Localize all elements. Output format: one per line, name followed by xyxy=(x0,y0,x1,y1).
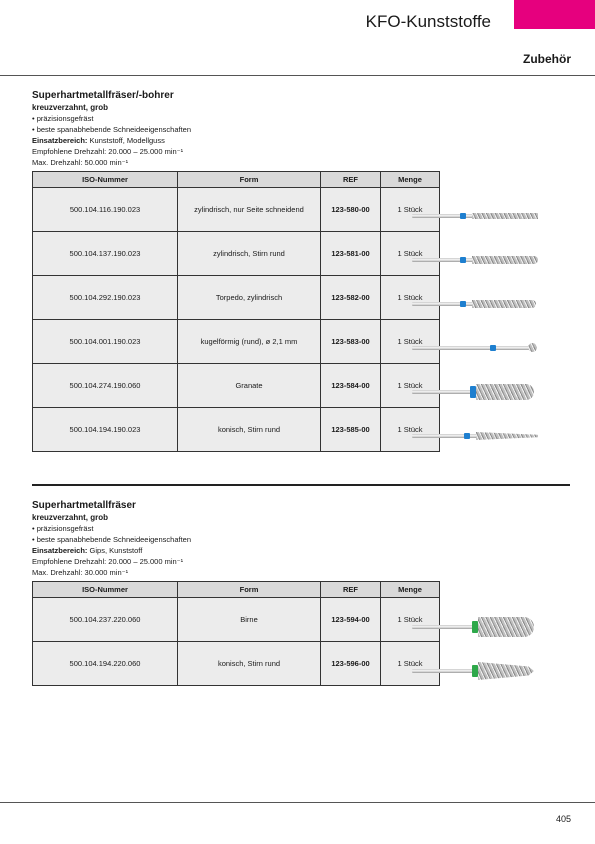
usage-area xyxy=(32,545,570,556)
quantity: 1 Stück xyxy=(381,364,440,408)
recommended-speed: Empfohlene Drehzahl: 20.000 – 25.000 min⁻¹ xyxy=(32,147,184,156)
column-header-qty: Menge xyxy=(381,582,440,598)
feature-bullet: • beste spanabhebende Schneideeigenschaften xyxy=(32,535,192,544)
footer-divider xyxy=(0,802,595,803)
section-title: Superhartmetallfräser xyxy=(32,500,136,511)
form: zylindrisch, nur Seite schneidend xyxy=(178,188,321,232)
max-speed: Max. Drehzahl: 50.000 min⁻¹ xyxy=(32,158,129,167)
recommended-speed: Empfohlene Drehzahl: 20.000 – 25.000 min⁻¹ xyxy=(32,557,184,566)
feature-bullet: • präzisionsgefräst xyxy=(32,114,94,123)
column-header-ref: REF xyxy=(321,172,381,188)
accent-tab xyxy=(514,0,595,29)
form: Birne xyxy=(178,598,321,642)
iso-number: 500.104.001.190.023 xyxy=(33,320,178,364)
iso-number: 500.104.194.220.060 xyxy=(33,642,178,686)
quantity: 1 Stück xyxy=(381,188,440,232)
iso-number: 500.104.116.190.023 xyxy=(33,188,178,232)
table-header-row xyxy=(33,172,440,188)
feature-bullet: • präzisionsgefräst xyxy=(32,524,94,533)
quantity: 1 Stück xyxy=(381,232,440,276)
ref-number: 123-596-00 xyxy=(321,642,381,686)
column-header-ref: REF xyxy=(321,582,381,598)
section-subtitle: Zubehör xyxy=(523,52,571,66)
ref-number: 123-583-00 xyxy=(321,320,381,364)
ref-number: 123-582-00 xyxy=(321,276,381,320)
quantity: 1 Stück xyxy=(381,408,440,452)
table-row xyxy=(33,364,440,408)
table-row xyxy=(33,320,440,364)
quantity: 1 Stück xyxy=(381,320,440,364)
column-header-form: Form xyxy=(178,582,321,598)
usage-area-label: Einsatzbereich: xyxy=(32,546,88,555)
section-divider xyxy=(32,484,570,486)
usage-area-value: Kunststoff, Modellguss xyxy=(87,136,165,145)
table-row xyxy=(33,188,440,232)
iso-number: 500.104.274.190.060 xyxy=(33,364,178,408)
ref-number: 123-580-00 xyxy=(321,188,381,232)
product-table xyxy=(32,171,440,452)
iso-number: 500.104.194.190.023 xyxy=(33,408,178,452)
usage-area-value: Gips, Kunststoff xyxy=(87,546,143,555)
ref-number: 123-594-00 xyxy=(321,598,381,642)
table-row xyxy=(33,232,440,276)
column-header-iso: ISO-Nummer xyxy=(33,172,178,188)
product-table xyxy=(32,581,440,686)
table-row xyxy=(33,408,440,452)
form: kugelförmig (rund), ø 2,1 mm xyxy=(178,320,321,364)
table-row xyxy=(33,598,440,642)
page-number: 405 xyxy=(555,814,571,824)
table-row xyxy=(33,642,440,686)
iso-number: 500.104.237.220.060 xyxy=(33,598,178,642)
header-divider xyxy=(0,75,595,76)
column-header-form: Form xyxy=(178,172,321,188)
usage-area-label: Einsatzbereich: xyxy=(32,136,88,145)
column-header-qty: Menge xyxy=(381,172,440,188)
quantity: 1 Stück xyxy=(381,598,440,642)
form: Torpedo, zylindrisch xyxy=(178,276,321,320)
ref-number: 123-581-00 xyxy=(321,232,381,276)
table-row xyxy=(33,276,440,320)
max-speed: Max. Drehzahl: 30.000 min⁻¹ xyxy=(32,568,129,577)
iso-number: 500.104.137.190.023 xyxy=(33,232,178,276)
ref-number: 123-585-00 xyxy=(321,408,381,452)
form: zylindrisch, Stirn rund xyxy=(178,232,321,276)
iso-number: 500.104.292.190.023 xyxy=(33,276,178,320)
table-header-row xyxy=(33,582,440,598)
quantity: 1 Stück xyxy=(381,642,440,686)
section-subtitle: kreuzverzahnt, grob xyxy=(32,513,109,522)
column-header-iso: ISO-Nummer xyxy=(33,582,178,598)
form: Granate xyxy=(178,364,321,408)
form: konisch, Stirn rund xyxy=(178,408,321,452)
feature-bullet: • beste spanabhebende Schneideeigenschaften xyxy=(32,125,192,134)
ref-number: 123-584-00 xyxy=(321,364,381,408)
section-title: Superhartmetallfräser/-bohrer xyxy=(32,90,174,101)
section-subtitle: kreuzverzahnt, grob xyxy=(32,103,109,112)
quantity: 1 Stück xyxy=(381,276,440,320)
usage-area xyxy=(32,135,570,146)
form: konisch, Stirn rund xyxy=(178,642,321,686)
product-section-2 xyxy=(32,500,570,686)
page-title: KFO-Kunststoffe xyxy=(365,12,491,31)
